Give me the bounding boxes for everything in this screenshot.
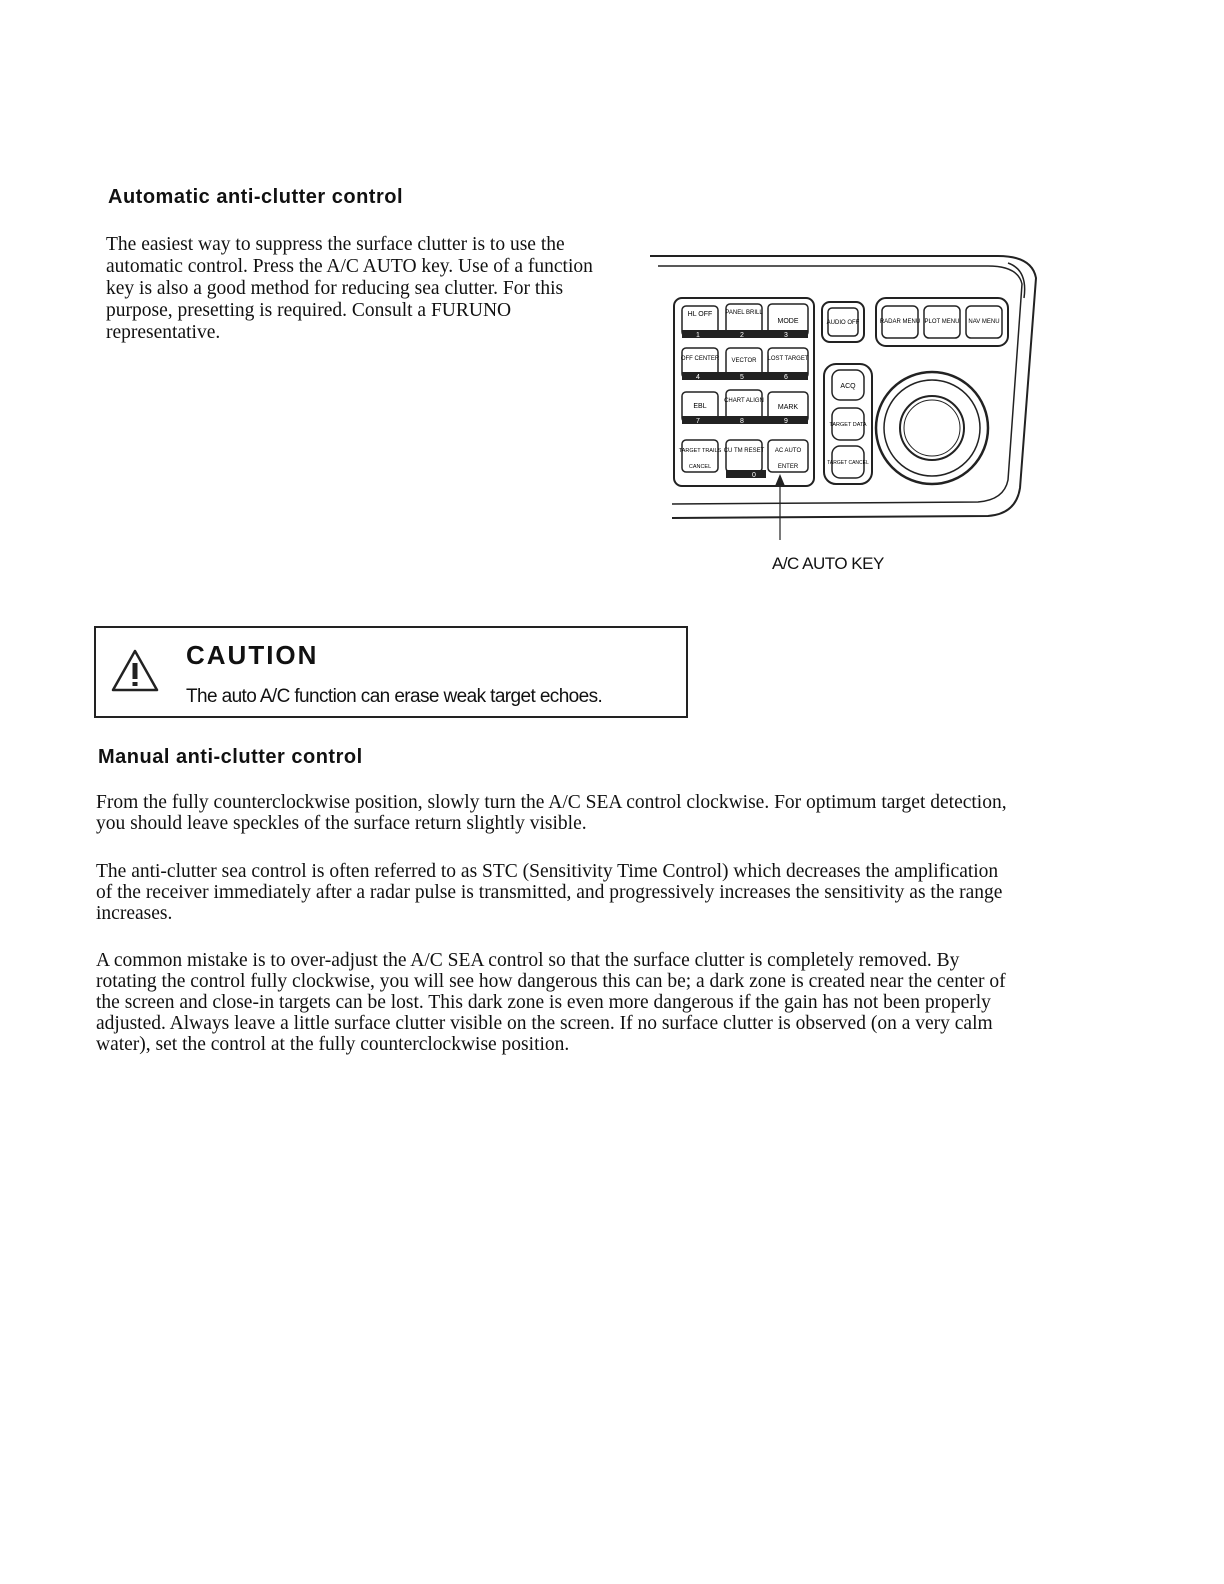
ac-auto-key (768, 440, 808, 472)
digit-1: 1 (696, 332, 700, 339)
warning-icon (110, 648, 160, 694)
svg-text:PLOT MENU: PLOT MENU (924, 319, 960, 325)
svg-text:CHART ALIGN: CHART ALIGN (724, 398, 764, 404)
manual-paragraph-3: A common mistake is to over-adjust the A/C SEA control so that the surface clutter is completely removed. By rotating the control fully clockwise, you will see how dangerous this can be; a dark zone is created near the center of the screen and close-in targets can be lost. This dark zone is even more dangerous if the gain has not been properly adjusted. Always leave a little surface clutter visible on the screen. If no surface clutter is observed (on a very calm water), set the control at the fully counterclockwise position. (96, 950, 1006, 1055)
svg-text:HL OFF: HL OFF (687, 311, 713, 318)
manual-paragraph-2: The anti-clutter sea control is often referred to as STC (Sensitivity Time Control) which decreases the amplification of the receiver immediately after a radar pulse is transmitted, and progressively increases the sensitivity as the range increases. (96, 861, 1003, 924)
auto-anti-clutter-heading: Automatic anti-clutter control (108, 186, 404, 208)
svg-text:EBL: EBL (693, 403, 707, 410)
svg-text:MODE: MODE (777, 318, 799, 325)
svg-text:CU TM RESET: CU TM RESET (723, 448, 765, 454)
svg-text:ACQ: ACQ (840, 383, 856, 390)
svg-text:TARGET DATA: TARGET DATA (829, 422, 867, 428)
control-panel-drawing (648, 248, 1048, 548)
caution-title: CAUTION (186, 640, 319, 670)
digit-3: 3 (784, 332, 788, 339)
control-panel-illustration (648, 248, 1048, 548)
caution-text: The auto A/C function can erase weak target echoes. (186, 686, 603, 707)
svg-text:AUDIO OFF: AUDIO OFF (826, 320, 860, 326)
svg-text:TARGET CANCEL: TARGET CANCEL (827, 460, 869, 466)
svg-text:VECTOR: VECTOR (731, 358, 757, 364)
svg-text:OFF CENTER: OFF CENTER (680, 356, 720, 362)
manual-anti-clutter-heading: Manual anti-clutter control (98, 746, 363, 768)
svg-text:PANEL BRILL: PANEL BRILL (725, 310, 763, 316)
digit-5: 5 (740, 374, 744, 381)
digit-0: 0 (752, 472, 756, 479)
ac-auto-key-caption: A/C AUTO KEY (772, 554, 884, 573)
nav-menu-key (966, 306, 1002, 338)
manual-paragraph-1: From the fully counterclockwise position, slowly turn the A/C SEA control clockwise. For optimum target detection, you should leave speckles of the surface return slightly visible. (96, 792, 1007, 834)
plot-menu-key (924, 306, 960, 338)
target-data-key (829, 408, 867, 440)
svg-text:MARK: MARK (777, 404, 799, 411)
svg-text:CANCEL: CANCEL (688, 464, 712, 470)
svg-text:RADAR MENU: RADAR MENU (879, 319, 921, 325)
svg-text:AC AUTO: AC AUTO (774, 448, 802, 454)
audio-off-key (822, 302, 864, 342)
trackball (876, 372, 988, 484)
caution-box (94, 626, 688, 718)
svg-text:LOST TARGET: LOST TARGET (767, 356, 809, 362)
digit-2: 2 (740, 332, 744, 339)
svg-text:NAV MENU: NAV MENU (968, 319, 1000, 325)
digit-6: 6 (784, 374, 788, 381)
radar-menu-key (880, 306, 920, 338)
digit-7: 7 (696, 418, 700, 425)
acq-key (832, 370, 864, 400)
auto-anti-clutter-text: The easiest way to suppress the surface clutter is to use the automatic control. Press the A/C AUTO key. Use of a function key is also a good method for reducing sea clutter. For this purpose, presetting is required. Consult a FURUNO representative. (106, 234, 593, 343)
cu-tm-reset-key (724, 440, 765, 472)
digit-4: 4 (696, 374, 700, 381)
svg-text:ENTER: ENTER (777, 464, 799, 470)
target-cancel-key (827, 446, 869, 478)
digit-8: 8 (740, 418, 744, 425)
digit-9: 9 (784, 418, 788, 425)
svg-text:TARGET TRAILS: TARGET TRAILS (678, 448, 722, 454)
target-trails-key (679, 440, 722, 472)
